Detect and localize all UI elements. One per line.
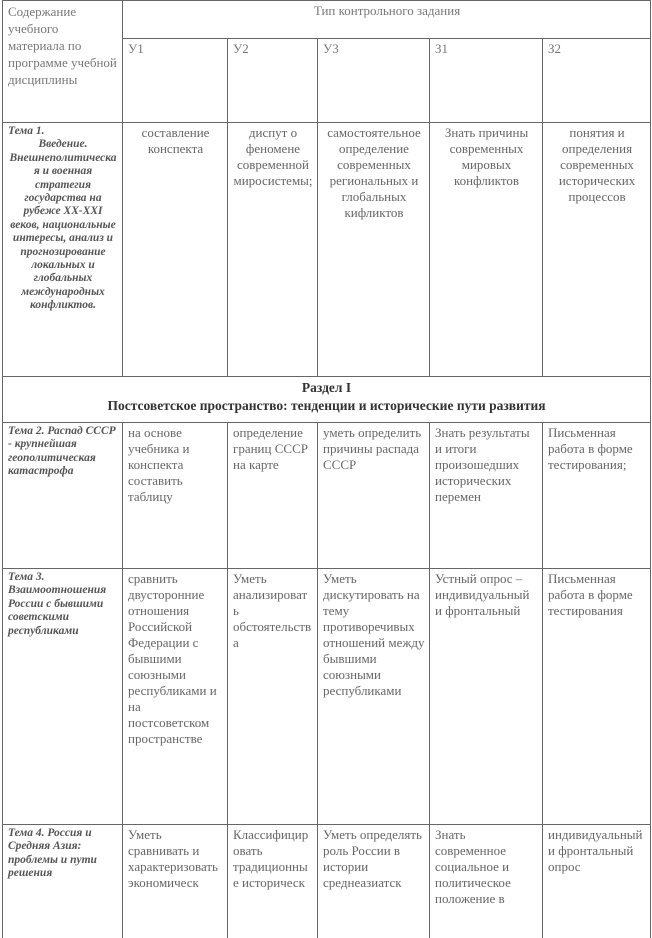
topic-2-u1: на основе учебника и конспекта составить таблицу [123,423,228,569]
topic-2-z1: Знать результаты и итоги произошедших исторических перемен [430,423,543,569]
topic-1-cell [3,123,123,377]
table-row-topic-4 [3,825,651,938]
header-task-type-cell: Тип контрольного задания [123,1,651,39]
topic-3-cell: Тема 3. Взаимоотношения России с бывшими советскими республиками [3,569,123,825]
topic-3-z2: Письменная работа в форме тестирования [543,569,651,825]
header-row [3,1,651,39]
topic-1-u1: составление конспекта [123,123,228,377]
topic-2-cell: Тема 2. Распад СССР - крупнейшая геополитическая катастрофа [3,423,123,569]
header-col-u1: У1 [123,39,228,123]
section-title: Раздел I [301,380,352,395]
topic-1-u2: диспут о феномене современной миросистемы; [228,123,318,377]
topic-4-cell: Тема 4. Россия и Средняя Азия: проблемы и пути решения [3,825,123,938]
header-content-cell: Содержание учебного материала по программе учебной дисциплины [3,1,123,123]
header-col-u3: У3 [318,39,430,123]
topic-2-u2: определение границ СССР на карте [228,423,318,569]
topic-3-u1: сравнить двусторонние отношения Российской Федерации с бывшими союзными республиками и на постсоветском пространстве [123,569,228,825]
topic-2-z2: Письменная работа в форме тестирования; [543,423,651,569]
table-row-topic-1 [3,123,651,377]
topic-4-u2: Классифицировать традиционные историческ [228,825,318,938]
topic-3-u2: Уметь анализировать обстоятельства [228,569,318,825]
topic-1-title: Тема 1. [8,125,45,137]
header-col-z1: З1 [430,39,543,123]
topic-4-z1: Знать современное социальное и политическое положение в [430,825,543,938]
topic-1-z2: понятия и определения современных исторических процессов [543,123,651,377]
topic-2-u3: уметь определить причины распада СССР [318,423,430,569]
topic-1-z1: Знать причины современных мировых конфликтов [430,123,543,377]
topic-4-z2: индивидуальный и фронтальный опрос [543,825,651,938]
topic-4-u1: Уметь сравнивать и характеризовать экономическ [123,825,228,938]
section-header [3,377,651,423]
control-tasks-table [2,0,651,938]
topic-3-u3: Уметь дискутировать на тему противоречивых отношений между бывшими союзными республиками [318,569,430,825]
header-col-z2: З2 [543,39,651,123]
section-row [3,377,651,423]
topic-1-name: Введение. [38,138,88,151]
table-row-topic-3 [3,569,651,825]
topic-1-desc: Внешнеполитическая и военная стратегия государства на рубеже XX-XXI веков, национальные интересы, анализ и прогнозирование локальных и глобальных международных конфликтов. [9,151,117,312]
header-col-u2: У2 [228,39,318,123]
topic-4-u3: Уметь определять роль России в истории среднеазиатск [318,825,430,938]
section-subtitle: Постсоветское пространство: тенденции и исторические пути развития [107,398,546,413]
topic-3-z1: Устный опрос – индивидуальный и фронтальный [430,569,543,825]
table-row-topic-2 [3,423,651,569]
topic-1-u3: самостоятельное определение современных региональных и глобальных кифликтов [318,123,430,377]
